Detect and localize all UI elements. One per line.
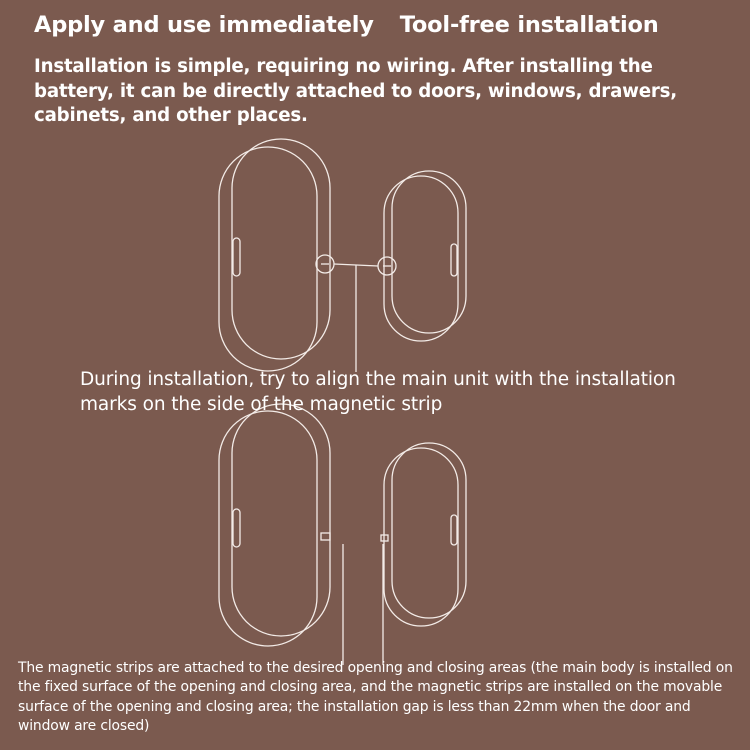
headline-feature-1: Apply and use immediately [34, 12, 374, 38]
installation-gap-caption: The magnetic strips are attached to the desired opening and closing areas (the main body is installed on the fixed surface of the opening and closing area, and the magnetic strips are installed on the movable surface of the opening and closing area; the installation gap is less than 22mm when the door and window are closed) [18, 660, 733, 734]
magnet-strip-top-back [392, 171, 466, 333]
magnet-strip-top-indicator [451, 244, 457, 276]
headline-feature-2: Tool-free installation [399, 12, 659, 38]
alignment-caption: During installation, try to align the main unit with the installation marks on the side of the magnetic strip [80, 369, 676, 415]
main-unit-top-back [232, 139, 330, 359]
main-unit-bottom-indicator [233, 509, 240, 547]
main-unit-top [219, 147, 317, 371]
magnet-strip-bottom [384, 448, 458, 626]
main-unit-bottom-back [232, 404, 330, 636]
intro-text: Installation is simple, requiring no wiring. After installing the battery, it can be directly attached to doors, windows, drawers, cabinets, and other places. [34, 56, 677, 126]
main-unit-bottom [219, 411, 317, 646]
magnet-strip-top [384, 176, 458, 341]
magnet-strip-bottom-indicator [451, 515, 457, 545]
main-unit-top-indicator [233, 238, 240, 276]
